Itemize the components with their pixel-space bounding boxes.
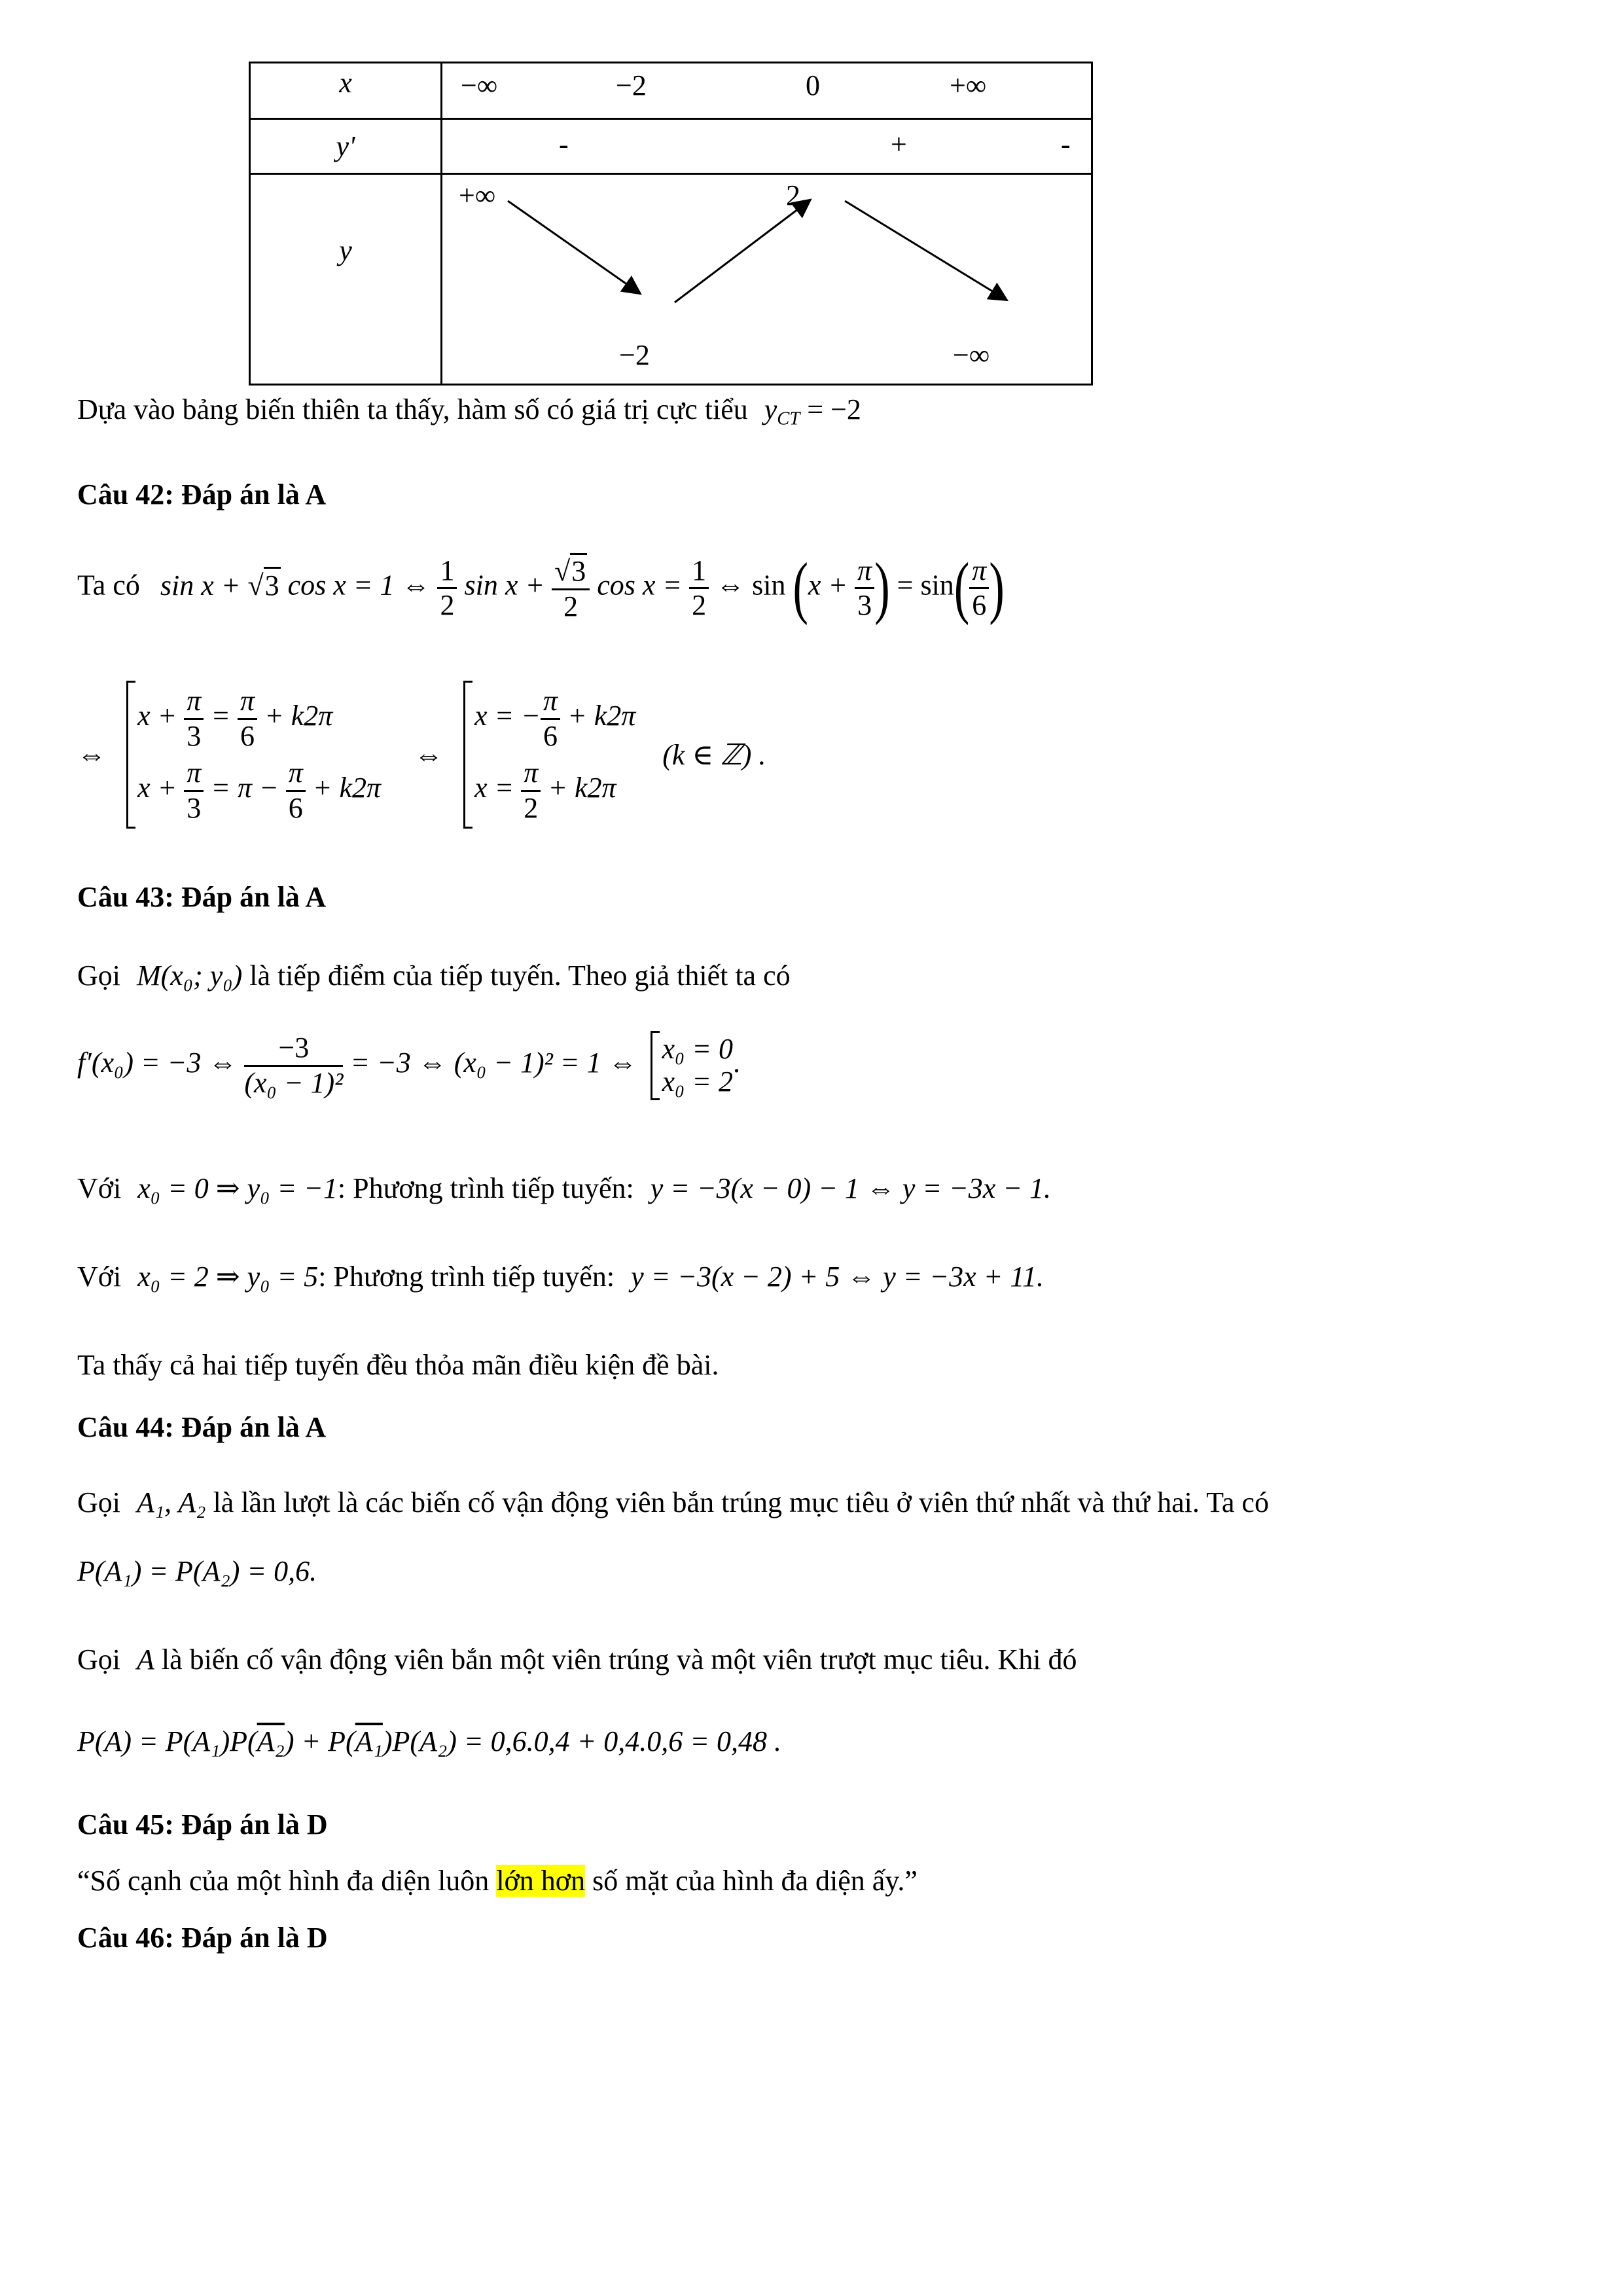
x-value-neg-inf: −∞ xyxy=(461,69,498,101)
highlighted-phrase: lớn hơn xyxy=(496,1865,586,1897)
q42-heading: Câu 42: Đáp án là A xyxy=(77,478,327,511)
variation-table xyxy=(249,62,1093,386)
row-yp-header: y' xyxy=(250,119,442,174)
x-value-pos-inf: +∞ xyxy=(950,69,987,101)
y-value-min: −2 xyxy=(619,339,650,371)
variation-arrows xyxy=(442,175,1090,384)
arrow-up xyxy=(675,201,809,302)
x-value-0: 0 xyxy=(806,69,820,101)
arrow-down-2 xyxy=(845,201,1005,299)
row-x-values xyxy=(442,63,1092,119)
q43-solutions: x₀ = 0 x₀ = 2 xyxy=(651,1031,733,1100)
y-value-max: 2 xyxy=(786,179,800,211)
q43-intro: Gọi M(x₀; y₀) là tiếp điểm của tiếp tuyến. Theo giả thiết ta có xyxy=(77,960,791,992)
row-x-header: x xyxy=(250,63,442,119)
q43-conclusion: Ta thấy cả hai tiếp tuyến đều thỏa mãn điều kiện đề bài. xyxy=(77,1349,719,1381)
q44-line-1: Gọi A₁, A₂ là lần lượt là các biến cố vận động viên bắn trúng mục tiêu ở viên thứ nhất và thứ hai. Ta có xyxy=(77,1486,1269,1518)
y-value-end: −∞ xyxy=(953,339,990,371)
row-yp-signs xyxy=(442,119,1092,174)
q46-heading: Câu 46: Đáp án là D xyxy=(77,1922,328,1954)
q43-heading: Câu 43: Đáp án là A xyxy=(77,881,327,913)
q45-heading: Câu 45: Đáp án là D xyxy=(77,1808,328,1840)
y-value-start: +∞ xyxy=(459,179,496,211)
sign-3: - xyxy=(1061,128,1071,160)
system-2: x = − $\frac{\pi}{6}$ + k2π x = $\frac{\pi}{2}$ + k2π xyxy=(463,681,635,829)
q44-line-2: Gọi A là biến cố vận động viên bắn một viên trúng và một viên trượt mục tiêu. Khi đó xyxy=(77,1643,1077,1676)
arrow-down-1 xyxy=(508,201,639,293)
x-value-neg2: −2 xyxy=(616,69,647,101)
sign-1: - xyxy=(559,128,569,160)
q43-derivative-equation: f′(x₀) = −3 ⇔ $\frac{-3}{\text{(x₀ − 1)²}}$ = −3 ⇔ (x₀ − 1)² = 1 ⇔ x₀ = 0 x₀ = 2 . xyxy=(77,1031,740,1100)
q44-heading: Câu 44: Đáp án là A xyxy=(77,1411,327,1443)
row-y-values xyxy=(442,174,1092,385)
q44-prob-1: P(A₁) = P(A₂) = 0,6. xyxy=(77,1555,317,1587)
q45-quote: “Số cạnh của một hình đa diện luôn lớn hơn số mặt của hình đa diện ấy.” xyxy=(77,1865,918,1897)
sign-2: + xyxy=(891,128,907,160)
y-ct: $y_{CT}$ xyxy=(764,393,800,429)
row-y-header: y xyxy=(250,174,442,385)
q43-case-2: Với x₀ = 2 ⇒ y₀ = 5: Phương trình tiếp tuyến: y = −3(x − 2) + 5 ⇔ y = −3x + 11. xyxy=(77,1261,1044,1293)
intro-line: Dựa vào bảng biến thiên ta thấy, hàm số có giá trị cực tiểu $y_{CT} = -2$ xyxy=(77,393,861,429)
q42-solution-system: ⇔ x + $\frac{\pi}{3}$ = $\frac{\pi}{6}$ + k2π x + $\frac{\pi}{3}$ = π − $\frac{\pi}{6}$ + k2π ⇔ x = − $\frac{\pi}{6}$ + k2π x = $\frac{\pi}{2}$ + k2π (k ∈ ℤ) . xyxy=(77,681,766,829)
q44-prob-2: P(A) = P(A₁)P(A₂) + P(A₁)P(A₂) = 0,6.0,4 + 0,4.0,6 = 0,48 . xyxy=(77,1725,781,1757)
q42-equation-1: Ta có sin x + √3 cos x = 1 ⇔ $\frac{1}{2}$ sin x + $\frac{√3}{2}$ cos x = $\frac{1}{2}$ ⇔ sin (x + $\frac{\pi}{3}$ ) = sin( $\frac{\pi}{6}$ ) xyxy=(77,549,1005,626)
system-1: x + $\frac{\pi}{3}$ = $\frac{\pi}{6}$ + k2π x + $\frac{\pi}{3}$ = π − $\frac{\pi}{6}$ + k2π xyxy=(126,681,381,829)
q43-case-1: Với x₀ = 0 ⇒ y₀ = −1: Phương trình tiếp tuyến: y = −3(x − 0) − 1 ⇔ y = −3x − 1. xyxy=(77,1172,1052,1204)
